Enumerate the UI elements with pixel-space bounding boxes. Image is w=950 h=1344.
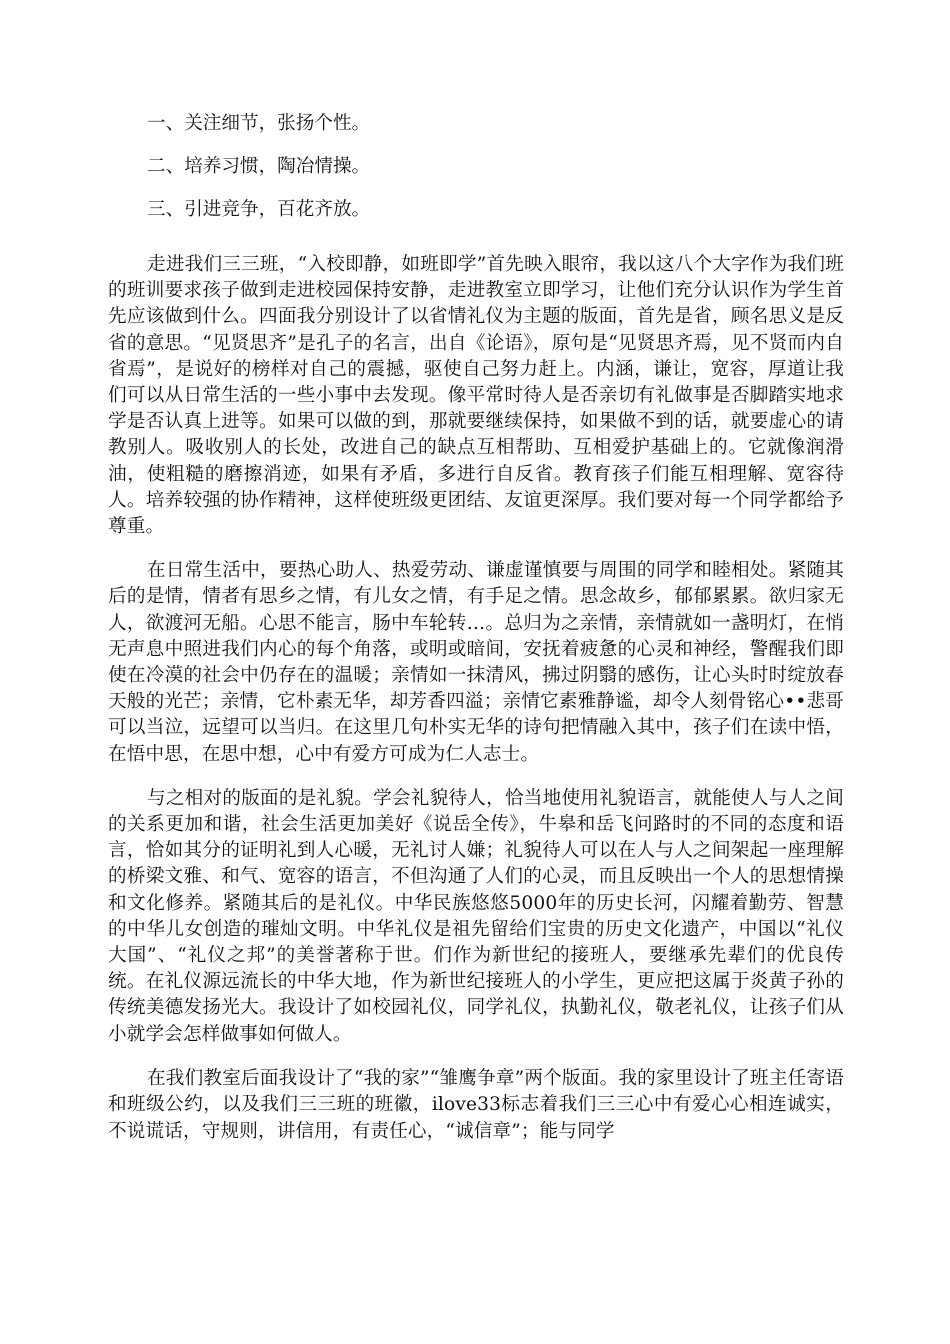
paragraph-reflection: 走进我们三三班，“入校即静，如班即学”首先映入眼帘，我以这八个大字作为我们班的班训要求孩子做到走进校园保持安静，走进教室立即学习，让他们充分认识作为学生首先应该做到什么。四面我分别设计了以省情礼仪为主题的版面，首先是省，顾名思义是反省的意思。“见贤思齐”是孔子的名言，出自《论语》，原句是“见贤思齐焉，见不贤而内自省焉”，是说好的榜样对自己的震撼，驱使自己努力赶上。内涵，谦让，宽容，厚道让我们可以从日常生活的一些小事中去发现。像平常时待人是否亲切有礼做事是否脚踏实地求学是否认真上进等。如果可以做的到，那就要继续保持，如果做不到的话，就要虚心的请教别人。吸收别人的长处，改进自己的缺点互相帮助、互相爱护基础上的。它就像润滑油，使粗糙的磨擦消迹，如果有矛盾，多进行自反省。教育孩子们能互相理解、宽容待人。培养较强的协作精神，这样使班级更团结、友谊更深厚。我们要对每一个同学都给予尊重。 [108,254,844,538]
paragraph-affection: 在日常生活中，要热心助人、热爱劳动、谦虚谨慎要与周围的同学和睦相处。紧随其后的是情，情者有思乡之情，有儿女之情，有手足之情。思念故乡，郁郁累累。欲归家无人，欲渡河无船。心思不能言，肠中车轮转…。总归为之亲情，亲情就如一盏明灯，在悄无声息中照进我们内心的每个角落，或明或暗间，安抚着疲惫的心灵和神经，警醒我们即使在冷漠的社会中仍存在的温暖；亲情如一抹清风，拂过阴翳的感伤，让心头时时绽放春天般的光芒；亲情，它朴素无华，却芳香四溢；亲情它素雅静谧，却令人刻骨铭心••悲哥可以当泣，远望可以当归。在这里几句朴实无华的诗句把情融入其中，孩子们在读中悟，在悟中思，在思中想，心中有爱方可成为仁人志士。 [108,560,844,765]
section-heading-2: 二、培养习惯，陶冶情操。 [147,156,371,177]
paragraph-classroom-boards: 在我们教室后面我设计了“我的家”“雏鹰争章”两个版面。我的家里设计了班主任寄语和班级公约，以及我们三三班的班徽，ilove33标志着我们三三心中有爱心心相连诚实，不说谎话，守规则，讲信用，有责任心，“诚信章”；能与同学 [108,1067,844,1142]
paragraph-etiquette: 与之相对的版面的是礼貌。学会礼貌待人，恰当地使用礼貌语言，就能使人与人之间的关系更加和谐，社会生活更加美好《说岳全传》，牛皋和岳飞问路时的不同的态度和语言，恰如其分的证明礼到人心暖，无礼讨人嫌；礼貌待人可以在人与人之间架起一座理解的桥梁文雅、和气、宽容的语言，不但沟通了人们的心灵，而且反映出一个人的思想情操和文化修养。紧随其后的是礼仪。中华民族悠悠5000年的历史长河，闪耀着勤劳、智慧的中华儿女创造的璀灿文明。中华礼仪是祖先留给们宝贵的历史文化遗产，中国以“礼仪大国”、“礼仪之邦”的美誉著称于世。们作为新世纪的接班人，要继承先辈们的优良传统。在礼仪源远流长的中华大地，作为新世纪接班人的小学生，更应把这属于炎黄子孙的传统美德发扬光大。我设计了如校园礼仪，同学礼仪，执勤礼仪，敬老礼仪，让孩子们从小就学会怎样做事如何做人。 [108,787,844,1045]
section-heading-1: 一、关注细节，张扬个性。 [147,113,371,134]
document-body [108,112,844,1163]
section-heading-3: 三、引进竞争，百花齐放。 [147,199,371,220]
